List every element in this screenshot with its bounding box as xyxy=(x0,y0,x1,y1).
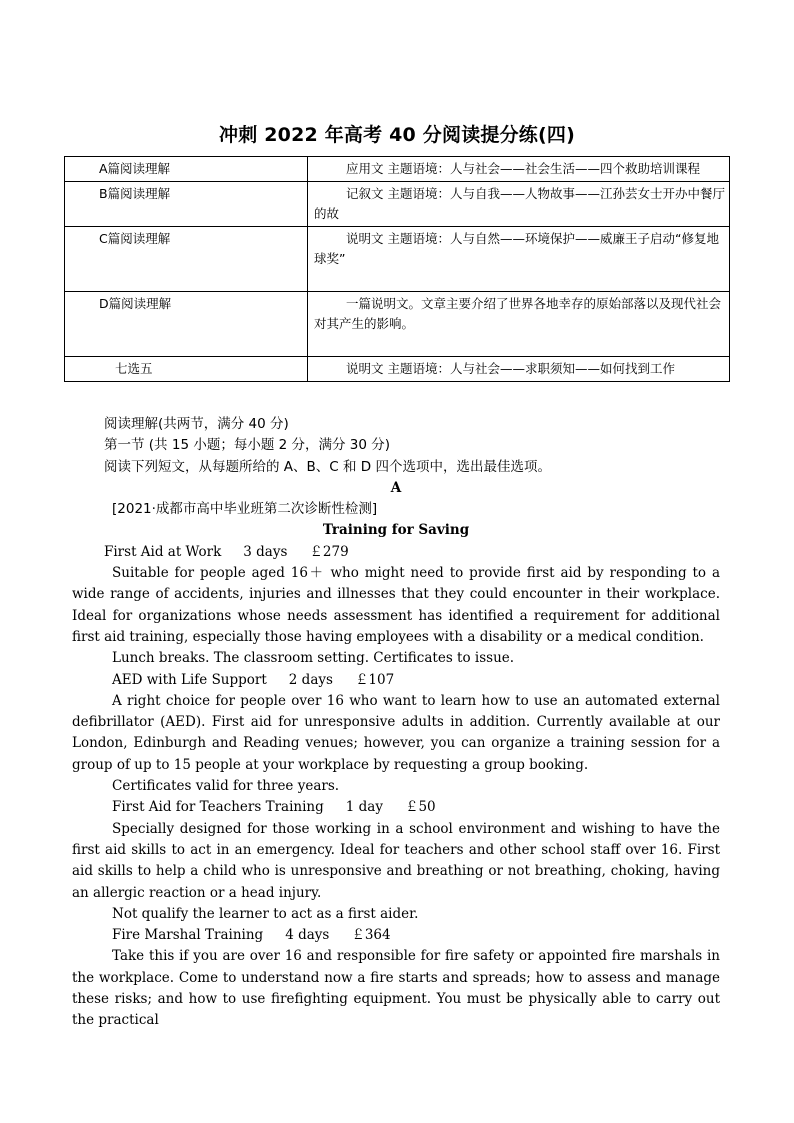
table-cell-part: A篇阅读理解 xyxy=(65,157,308,182)
course-description: Suitable for people aged 16＋ who might need to provide first aid by responding to a wide range of accidents, injuries and illnesses that they could encounter in their workplace. Ideal for organizations whose needs assessment has identified a requirement for additional first aid training, especially those having employees with a disability or a medical condition. xyxy=(72,565,720,645)
course-duration: 2 days xyxy=(288,671,333,688)
table-row xyxy=(65,182,730,227)
table-cell-desc: 记叙文 主题语境：人与自我——人物故事——江孙芸女士开办中餐厅的故 xyxy=(308,182,730,227)
table-cell-part: B篇阅读理解 xyxy=(65,182,308,227)
table-cell-part: 七选五 xyxy=(65,357,308,382)
table-cell-part: D篇阅读理解 xyxy=(65,292,308,357)
course-header xyxy=(72,542,720,563)
course-price: ￡364 xyxy=(351,927,391,944)
course-name: AED with Life Support xyxy=(112,671,267,688)
intro-line: 第一节 (共 15 小题；每小题 2 分，满分 30 分) xyxy=(104,437,391,454)
course-note: Certificates valid for three years. xyxy=(112,778,340,795)
course-note: Lunch breaks. The classroom setting. Certificates to issue. xyxy=(112,650,515,667)
table-row xyxy=(65,227,730,292)
course-description: Specially designed for those working in a school environment and wishing to have the first aid skills to act in an emergency. Ideal for teachers and other school staff over 16. First aid skills to help a child who is unresponsive and breathing or not breathing, choking, having an allergic reaction or a head injury. xyxy=(72,820,720,901)
table-cell-desc: 应用文 主题语境：人与社会——社会生活——四个救助培训课程 xyxy=(308,157,730,182)
table-cell-desc: 说明文 主题语境：人与社会——求职须知——如何找到工作 xyxy=(308,357,730,382)
course-note: Not qualify the learner to act as a first aider. xyxy=(112,905,419,922)
course-name: Fire Marshal Training xyxy=(112,927,264,944)
course-name: First Aid for Teachers Training xyxy=(112,799,324,816)
course-duration: 1 day xyxy=(345,799,383,816)
passage-title: Training for Saving xyxy=(322,522,470,539)
course-description: A right choice for people over 16 who want to learn how to use an automated external defibrillator (AED). First aid for unresponsive adults in addition. Currently available at our London, Edinburgh and Reading venues; however, you can organize a training session for a group of up to 15 people at your workplace by requesting a group booking. xyxy=(72,692,720,773)
section-letter: A xyxy=(390,479,402,496)
table-cell-part: C篇阅读理解 xyxy=(65,227,308,292)
course-price: ￡107 xyxy=(354,671,395,688)
course-price: ￡50 xyxy=(404,799,436,816)
course-header xyxy=(72,925,720,946)
course-header xyxy=(72,670,720,691)
intro-line: 阅读下列短文，从每题所给的 A、B、C 和 D 四个选项中，选出最佳选项。 xyxy=(104,458,551,475)
course-name: First Aid at Work xyxy=(104,543,222,560)
table-row xyxy=(65,357,730,382)
passage-source: [2021·成都市高中毕业班第二次诊断性检测] xyxy=(112,501,378,518)
page-title: 冲刺 2022 年高考 40 分阅读提分练(四) xyxy=(219,124,575,146)
course-description: Take this if you are over 16 and responsible for fire safety or appointed fire marshals in the workplace. Come to understand now a fire starts and spreads; how to assess and manage these risks; and how to use firefighting equipment. You must be physically able to carry out the practical xyxy=(72,948,720,1029)
reading-section xyxy=(72,414,720,1032)
course-header xyxy=(72,797,720,818)
course-duration: 3 days xyxy=(243,543,288,560)
table-cell-desc: 说明文 主题语境：人与自然——环境保护——威廉王子启动“修复地球奖” xyxy=(308,227,730,292)
course-duration: 4 days xyxy=(285,927,330,944)
course-price: ￡279 xyxy=(309,543,349,560)
table-row xyxy=(65,157,730,182)
intro-line: 阅读理解(共两节，满分 40 分) xyxy=(104,416,289,432)
table-cell-desc: 一篇说明文。文章主要介绍了世界各地幸存的原始部落以及现代社会对其产生的影响。 xyxy=(308,292,730,357)
overview-table xyxy=(64,156,730,382)
table-row xyxy=(65,292,730,357)
